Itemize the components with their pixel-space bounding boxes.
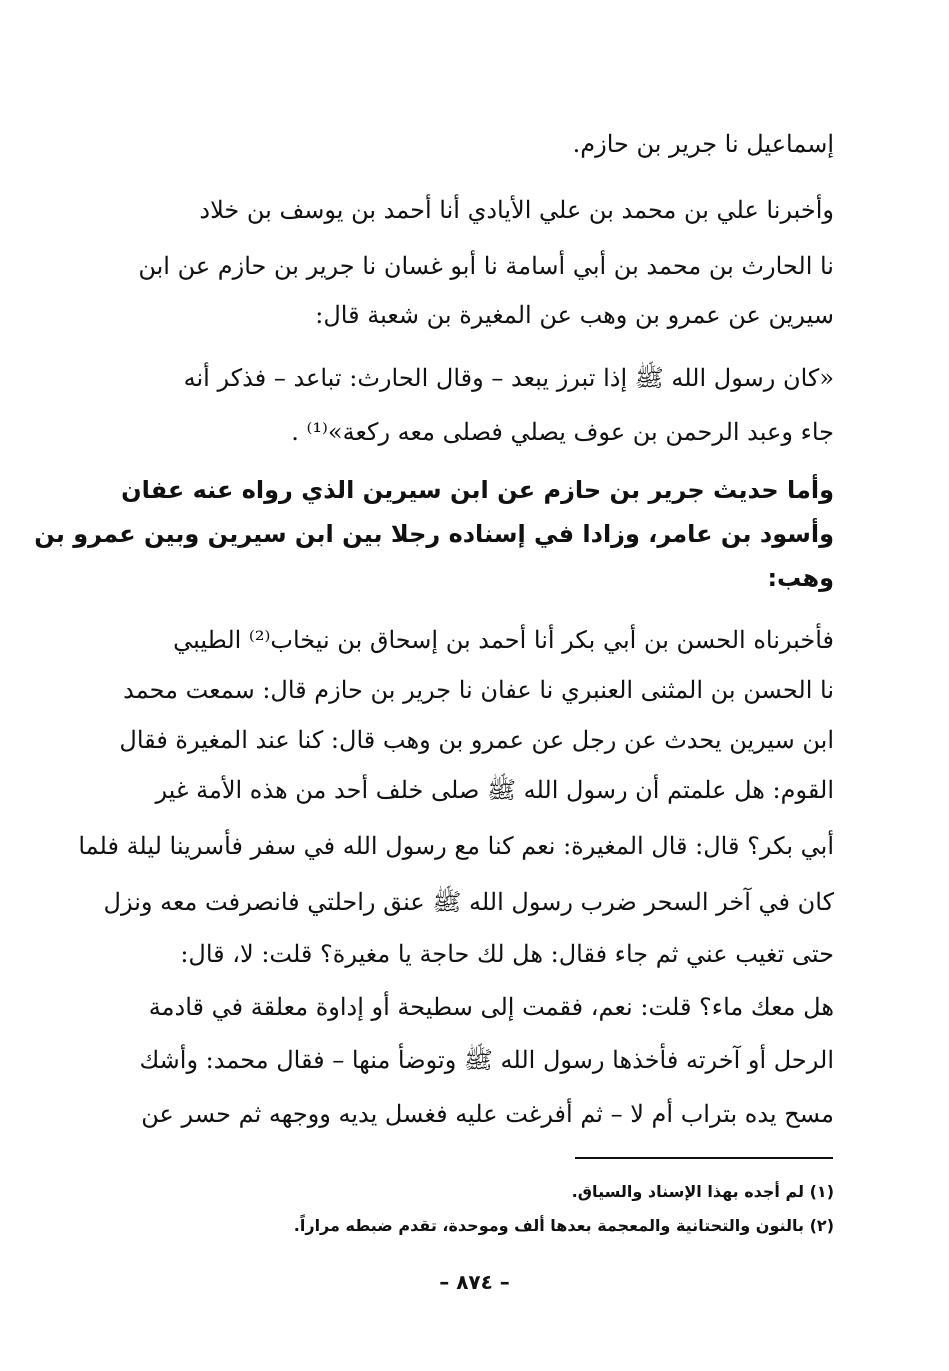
paragraph-5-line-4: القوم: هل علمتم أن رسول الله ﷺ صلى خلف أحد من هذه الأمة غير [155,776,834,804]
paragraph-3-line-2: جاء وعبد الرحمن بن عوف يصلي فصلى معه ركعة»⁽¹⁾ . [291,418,834,446]
section-heading-line-3: وهب: [767,564,834,592]
paragraph-1-line-1: إسماعيل نا جرير بن حازم. [572,130,834,158]
paragraph-5-line-3: ابن سيرين يحدث عن رجل عن عمرو بن وهب قال: كنا عند المغيرة فقال [119,726,834,754]
paragraph-5-line-2: نا الحسن بن المثنى العنبري نا عفان نا جرير بن حازم قال: سمعت محمد [123,676,834,704]
paragraph-5-line-6: كان في آخر السحر ضرب رسول الله ﷺ عنق راحلتي فانصرفت معه ونزل [103,888,834,916]
paragraph-2-line-3: سيرين عن عمرو بن وهب عن المغيرة بن شعبة قال: [315,301,834,329]
section-heading-line-1: وأما حديث جرير بن حازم عن ابن سيرين الذي رواه عنه عفان [121,476,834,504]
footnote-1: (١) لم أجده بهذا الإسناد والسياق. [571,1182,834,1201]
paragraph-5-line-8: هل معك ماء؟ قلت: نعم، فقمت إلى سطيحة أو إداوة معلقة في قادمة [148,993,834,1021]
paragraph-5-line-5: أبي بكر؟ قال: قال المغيرة: نعم كنا مع رسول الله في سفر فأسرينا ليلة فلما [78,832,834,860]
paragraph-5-line-9: الرحل أو آخرته فأخذها رسول الله ﷺ وتوضأ منها – فقال محمد: وأشك [139,1046,834,1074]
paragraph-5-line-7: حتى تغيب عني ثم جاء فقال: هل لك حاجة يا مغيرة؟ قلت: لا، قال: [180,940,834,968]
paragraph-5-line-10: مسح يده بتراب أم لا – ثم أفرغت عليه فغسل يديه ووجهه ثم حسر عن [141,1100,834,1128]
section-heading-line-2: وأسود بن عامر، وزادا في إسناده رجلا بين ابن سيرين وبين عمرو بن [34,520,834,548]
footnote-separator [575,1157,833,1159]
footnote-2: (٢) بالنون والتحتانية والمعجمة بعدها ألف وموحدة، تقدم ضبطه مراراً. [293,1216,834,1235]
paragraph-5-line-1: فأخبرناه الحسن بن أبي بكر أنا أحمد بن إسحاق بن نيخاب⁽²⁾ الطيبي [173,626,834,654]
page-number: – ٨٧٤ – [439,1270,510,1294]
paragraph-3-line-1: «كان رسول الله ﷺ إذا تبرز يبعد – وقال الحارث: تباعد – فذكر أنه [183,364,834,392]
paragraph-2-line-2: نا الحارث بن محمد بن أبي أسامة نا أبو غسان نا جرير بن حازم عن ابن [138,252,834,280]
paragraph-2-line-1: وأخبرنا علي بن محمد بن علي الأيادي أنا أحمد بن يوسف بن خلاد [199,196,834,224]
